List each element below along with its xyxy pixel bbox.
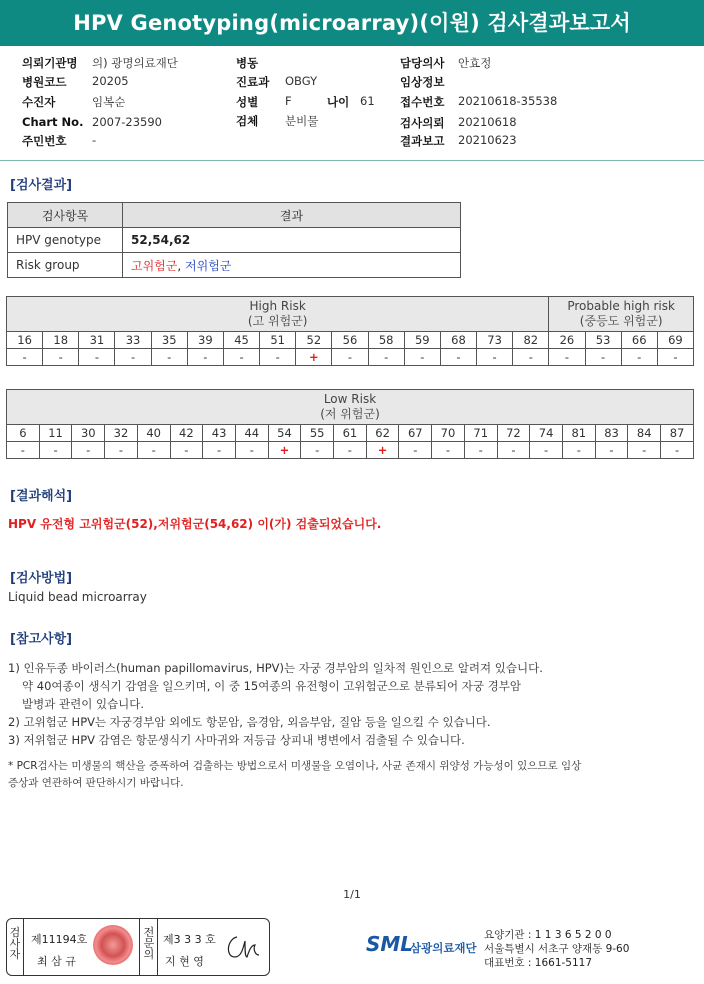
table-row <box>8 253 461 278</box>
label-patient: 수진자 <box>22 95 56 109</box>
label-id-no: 주민번호 <box>22 134 67 148</box>
value-age: 61 <box>360 94 375 108</box>
doctor-license: 제3 3 3 호 <box>163 933 216 946</box>
high-risk-header: High Risk (고 위험군) <box>7 297 549 332</box>
genotype-result-cell: + <box>366 442 399 459</box>
lab-name: 삼광의료재단 <box>410 941 477 955</box>
lab-address: 서울특별시 서초구 양재동 9-60 <box>484 943 630 955</box>
genotype-cell: 52 <box>296 332 332 349</box>
genotype-cell: 70 <box>432 425 465 442</box>
value-hospital-code: 20205 <box>92 74 129 88</box>
genotype-cell: 30 <box>72 425 105 442</box>
genotype-result-cell: - <box>115 349 151 366</box>
genotype-result-cell: - <box>513 349 549 366</box>
genotype-cell: 87 <box>661 425 694 442</box>
note-line: 약 40여종이 생식기 감염을 일으키며, 이 중 15여종의 유전형이 고위험군으로 분류되어 자궁 경부암 <box>22 679 521 693</box>
genotype-result-cell: - <box>235 442 268 459</box>
genotype-cell: 62 <box>366 425 399 442</box>
genotype-result-cell: + <box>296 349 332 366</box>
genotype-cell: 53 <box>585 332 621 349</box>
value-request-date: 20210618 <box>458 115 517 129</box>
genotype-cell: 81 <box>562 425 595 442</box>
genotype-result-cell: + <box>268 442 301 459</box>
label-clinical-info: 임상정보 <box>400 75 445 89</box>
genotype-cell: 16 <box>7 332 43 349</box>
signature-icon <box>223 931 263 963</box>
section-notes: [참고사항] <box>10 632 73 647</box>
genotype-cell: 73 <box>477 332 513 349</box>
genotype-result-cell: - <box>187 349 223 366</box>
genotype-result-cell: - <box>595 442 628 459</box>
tester-label: 검 사 자 <box>9 926 21 961</box>
low-risk-table <box>6 389 694 459</box>
patient-info <box>22 55 692 155</box>
label-doctor: 담당의사 <box>400 56 445 70</box>
value-specimen: 분비물 <box>285 114 319 128</box>
genotype-cell: 66 <box>621 332 657 349</box>
label-receipt-no: 접수번호 <box>400 95 445 109</box>
genotype-cell: 6 <box>7 425 40 442</box>
result-risk-group <box>123 253 461 278</box>
risk-sep: , <box>177 258 186 273</box>
genotype-cell: 74 <box>530 425 563 442</box>
value-doctor: 안효정 <box>458 56 492 70</box>
genotype-result-cell: - <box>657 349 693 366</box>
genotype-result-cell: - <box>334 442 367 459</box>
genotype-result-cell: - <box>585 349 621 366</box>
genotype-result-cell: - <box>404 349 440 366</box>
pcr-note: 증상과 연관하여 판단하시기 바랍니다. <box>8 777 184 789</box>
genotype-result-cell: - <box>79 349 115 366</box>
label-specimen: 검체 <box>236 114 259 128</box>
genotype-cell: 72 <box>497 425 530 442</box>
genotype-result-cell: - <box>170 442 203 459</box>
genotype-cell: 42 <box>170 425 203 442</box>
genotype-cell: 69 <box>657 332 693 349</box>
genotype-cell: 40 <box>137 425 170 442</box>
page-number: 1/1 <box>343 888 361 901</box>
note-line: 3) 저위험군 HPV 감염은 항문생식기 사마귀와 저등급 상피내 병변에서 검출될 수 있습니다. <box>8 733 465 747</box>
result-header-item: 검사항목 <box>8 203 123 228</box>
value-institution: 의) 광명의료재단 <box>92 56 178 70</box>
note-line: 발병과 관련이 있습니다. <box>22 697 145 711</box>
pcr-note: * PCR검사는 미생물의 핵산을 증폭하여 검출하는 방법으로서 미생물을 오염이나, 사균 존재시 위양성 가능성이 있으므로 임상 <box>8 760 582 772</box>
table-row <box>7 442 694 459</box>
genotype-cell: 68 <box>440 332 476 349</box>
risk-low: 저위험군 <box>185 258 232 273</box>
genotype-result-cell: - <box>223 349 259 366</box>
genotype-result-cell: - <box>621 349 657 366</box>
genotype-cell: 43 <box>203 425 236 442</box>
genotype-cell: 51 <box>260 332 296 349</box>
report-title: HPV Genotyping(microarray)(이원) 검사결과보고서 <box>0 0 704 46</box>
label-chart-no: Chart No. <box>22 115 84 129</box>
genotype-result-cell: - <box>7 349 43 366</box>
genotype-result-cell: - <box>301 442 334 459</box>
genotype-cell: 45 <box>223 332 259 349</box>
signature-box <box>6 918 270 976</box>
label-department: 진료과 <box>236 75 270 89</box>
section-interpretation: [결과해석] <box>10 489 73 504</box>
genotype-cell: 54 <box>268 425 301 442</box>
genotype-result-cell: - <box>497 442 530 459</box>
table-row <box>7 425 694 442</box>
genotype-cell: 71 <box>464 425 497 442</box>
genotype-cell: 83 <box>595 425 628 442</box>
genotype-result-cell: - <box>332 349 368 366</box>
value-sex: F <box>285 94 292 108</box>
genotype-result-cell: - <box>260 349 296 366</box>
genotype-result-cell: - <box>628 442 661 459</box>
genotype-result-cell: - <box>43 349 79 366</box>
lab-code: 요양기관 : 1 1 3 6 5 2 0 0 <box>484 929 612 941</box>
genotype-result-cell: - <box>368 349 404 366</box>
lab-phone: 대표번호 : 1661-5117 <box>484 957 593 969</box>
genotype-result-cell: - <box>549 349 585 366</box>
genotype-result-cell: - <box>137 442 170 459</box>
label-institution: 의뢰기관명 <box>22 56 78 70</box>
genotype-result-cell: - <box>72 442 105 459</box>
label-request-date: 검사의뢰 <box>400 116 445 130</box>
table-row <box>7 349 694 366</box>
doctor-label: 전 문 의 <box>143 926 155 961</box>
label-ward: 병동 <box>236 56 259 70</box>
genotype-cell: 26 <box>549 332 585 349</box>
genotype-cell: 11 <box>39 425 72 442</box>
genotype-cell: 44 <box>235 425 268 442</box>
result-genotype: 52,54,62 <box>123 228 461 253</box>
section-result: [검사결과] <box>10 178 73 193</box>
table-row <box>7 332 694 349</box>
note-line: 1) 인유두종 바이러스(human papillomavirus, HPV)는 자궁 경부암의 일차적 원인으로 알려져 있습니다. <box>8 661 543 675</box>
value-receipt-no: 20210618-35538 <box>458 94 558 108</box>
genotype-cell: 39 <box>187 332 223 349</box>
genotype-cell: 33 <box>115 332 151 349</box>
label-age: 나이 <box>327 95 350 109</box>
genotype-cell: 32 <box>105 425 138 442</box>
low-risk-header: Low Risk (저 위험군) <box>7 390 694 425</box>
genotype-result-cell: - <box>105 442 138 459</box>
note-line: 2) 고위험군 HPV는 자궁경부암 외에도 항문암, 음경암, 외음부암, 질암 등을 일으킬 수 있습니다. <box>8 715 491 729</box>
lab-info <box>484 928 629 970</box>
genotype-cell: 61 <box>334 425 367 442</box>
tester-license: 제11194호 <box>31 933 88 946</box>
risk-high: 고위험군 <box>131 258 178 273</box>
value-patient: 임복순 <box>92 95 126 109</box>
info-divider <box>0 160 704 161</box>
genotype-result-cell: - <box>399 442 432 459</box>
method-text: Liquid bead microarray <box>8 590 147 604</box>
genotype-cell: 31 <box>79 332 115 349</box>
tester-name: 최 삼 규 <box>37 955 76 968</box>
genotype-result-cell: - <box>7 442 40 459</box>
doctor-name: 지 현 영 <box>165 955 204 968</box>
high-risk-table <box>6 296 694 366</box>
result-table <box>7 202 461 278</box>
genotype-cell: 18 <box>43 332 79 349</box>
genotype-cell: 35 <box>151 332 187 349</box>
lab-logo: SML <box>366 932 414 956</box>
result-item: HPV genotype <box>8 228 123 253</box>
genotype-cell: 59 <box>404 332 440 349</box>
genotype-cell: 82 <box>513 332 549 349</box>
value-chart-no: 2007-23590 <box>92 115 162 129</box>
genotype-result-cell: - <box>477 349 513 366</box>
table-row <box>8 228 461 253</box>
interpretation-text: HPV 유전형 고위험군(52),저위험군(54,62) 이(가) 검출되었습니다. <box>8 517 382 531</box>
result-item: Risk group <box>8 253 123 278</box>
genotype-result-cell: - <box>661 442 694 459</box>
result-header-result: 결과 <box>123 203 461 228</box>
genotype-result-cell: - <box>464 442 497 459</box>
label-hospital-code: 병원코드 <box>22 75 67 89</box>
genotype-result-cell: - <box>39 442 72 459</box>
value-report-date: 20210623 <box>458 133 517 147</box>
tester-seal <box>93 925 133 965</box>
value-department: OBGY <box>285 74 318 88</box>
genotype-result-cell: - <box>562 442 595 459</box>
genotype-cell: 84 <box>628 425 661 442</box>
genotype-result-cell: - <box>203 442 236 459</box>
section-method: [검사방법] <box>10 571 73 586</box>
genotype-result-cell: - <box>530 442 563 459</box>
label-report-date: 결과보고 <box>400 134 445 148</box>
genotype-result-cell: - <box>440 349 476 366</box>
label-sex: 성별 <box>236 95 259 109</box>
value-id-no: - <box>92 133 97 147</box>
genotype-cell: 56 <box>332 332 368 349</box>
genotype-cell: 67 <box>399 425 432 442</box>
genotype-cell: 55 <box>301 425 334 442</box>
probable-high-risk-header: Probable high risk (중등도 위험군) <box>549 297 694 332</box>
genotype-result-cell: - <box>151 349 187 366</box>
genotype-cell: 58 <box>368 332 404 349</box>
genotype-result-cell: - <box>432 442 465 459</box>
